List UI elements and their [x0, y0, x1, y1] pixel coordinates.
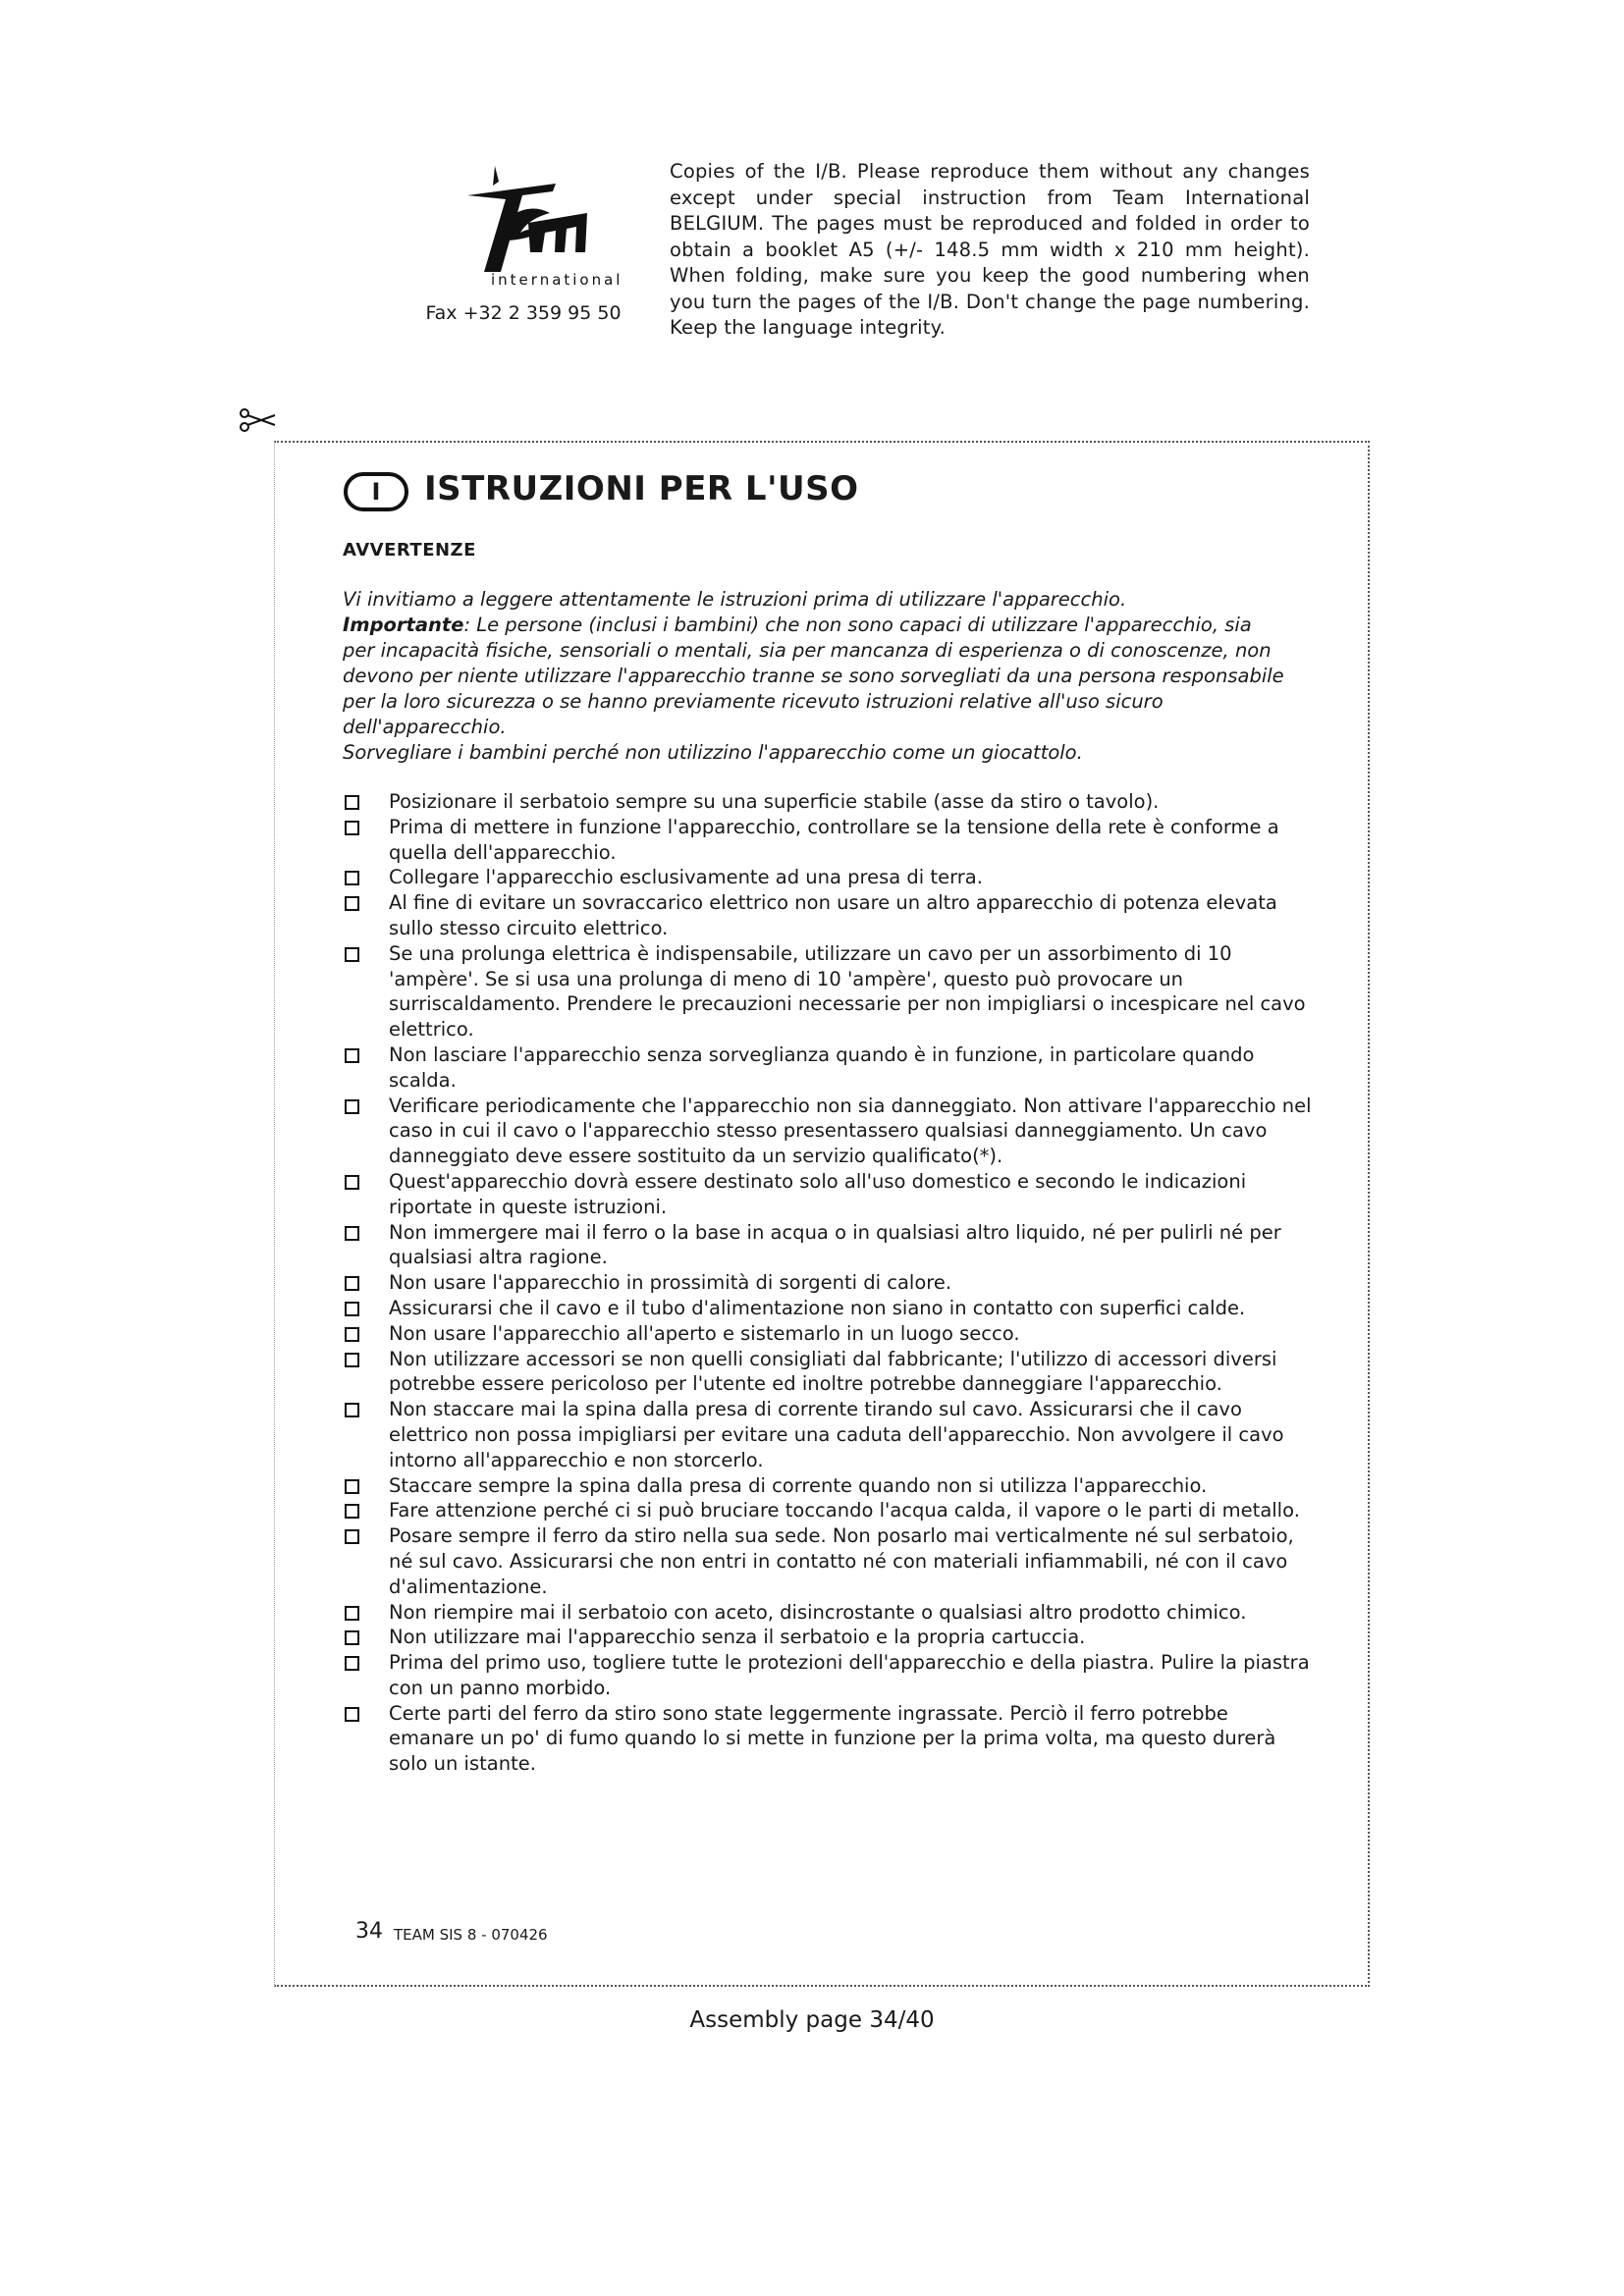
checkbox-icon: [345, 1048, 359, 1063]
checkbox-icon: [345, 1656, 359, 1671]
page-title: ISTRUZIONI PER L'USO: [424, 469, 859, 508]
checkbox-icon: [345, 1226, 359, 1241]
checkbox-icon: [345, 871, 359, 885]
list-item: Non riempire mai il serbatoio con aceto, disincrostante o qualsiasi altro prodotto chimico.: [343, 1600, 1315, 1626]
important-label: Importante: [343, 614, 464, 636]
checkbox-icon: [345, 821, 359, 835]
language-badge: I: [344, 472, 408, 511]
assembly-page-label: Assembly page 34/40: [689, 2007, 935, 2033]
fax-number: Fax +32 2 359 95 50: [425, 302, 622, 324]
warning-intro: Vi invitiamo a leggere attentamente le istruzioni prima di utilizzare l'apparecchio.: [343, 588, 1127, 611]
checkbox-icon: [345, 1276, 359, 1291]
list-item: Non immergere mai il ferro o la base in acqua o in qualsiasi altro liquido, né per pulirli né per qualsiasi altra ragione.: [343, 1220, 1315, 1271]
list-item: Prima di mettere in funzione l'apparecchio, controllare se la tensione della rete è conforme a quella dell'apparecchio.: [343, 815, 1315, 866]
warning-important: [343, 613, 1285, 740]
checkbox-icon: [345, 1630, 359, 1645]
list-item: Non lasciare l'apparecchio senza sorveglianza quando è in funzione, in particolare quando scalda.: [343, 1042, 1315, 1094]
list-item: Fare attenzione perché ci si può bruciare toccando l'acqua calda, il vapore o le parti di metallo.: [343, 1498, 1315, 1523]
logo-text: team: [440, 162, 443, 163]
list-item: Se una prolunga elettrica è indispensabile, utilizzare un cavo per un assorbimento di 10 'ampère'. Se si usa una prolunga di meno di 10 'ampère', questo può provocare un surriscaldamento. Prendere le precauzioni necessarie per non impigliarsi o incespicare nel cavo elettrico.: [343, 941, 1315, 1042]
important-text: : Le persone (inclusi i bambini) che non sono capaci di utilizzare l'apparecchio, sia per incapacità fisiche, sensoriali o mentali, sia per mancanza di esperienza o di conoscenze, non devono per niente utilizzare l'apparecchio tranne se sono sorvegliati da una persona responsabile per la loro sicurezza o se hanno previamente ricevuto istruzioni relative all'uso sicuro dell'apparecchio.: [343, 614, 1284, 738]
checkbox-icon: [345, 1504, 359, 1519]
checkbox-icon: [345, 1606, 359, 1621]
scissors-icon: [238, 405, 277, 435]
list-item: Non usare l'apparecchio all'aperto e sistemarlo in un luogo secco.: [343, 1321, 1315, 1347]
list-item: Al fine di evitare un sovraccarico elettrico non usare un altro apparecchio di potenza elevata sullo stesso circuito elettrico.: [343, 890, 1315, 941]
list-item: Non utilizzare mai l'apparecchio senza il serbatoio e la propria cartuccia.: [343, 1625, 1315, 1650]
list-item: Non utilizzare accessori se non quelli consigliati dal fabbricante; l'utilizzo di accessori diversi potrebbe essere pericoloso per l'utente ed inoltre potrebbe danneggiare l'apparecchio.: [343, 1347, 1315, 1398]
logo-wordmark: [467, 166, 587, 272]
checkbox-icon: [345, 1327, 359, 1342]
checkbox-icon: [345, 896, 359, 911]
document-code: TEAM SIS 8 - 070426: [394, 1926, 548, 1944]
warning-children: Sorvegliare i bambini perché non utilizzino l'apparecchio come un giocattolo.: [343, 741, 1083, 764]
safety-list: [343, 789, 1315, 1777]
list-item: Certe parti del ferro da stiro sono state leggermente ingrassate. Perciò il ferro potrebbe emanare un po' di fumo quando lo si mette in funzione per la prima volta, ma questo durerà solo un istante.: [343, 1701, 1315, 1777]
checkbox-icon: [345, 947, 359, 962]
print-instructions: Copies of the I/B. Please reproduce them without any changes except under special instruction from Team International BELGIUM. The pages must be reproduced and folded in order to obtain a booklet A5 (+/- 148.5 mm width x 210 mm height). When folding, make sure you keep the good numbering when you turn the pages of the I/B. Don't change the page numbering. Keep the language integrity.: [670, 160, 1310, 339]
list-item: Non usare l'apparecchio in prossimità di sorgenti di calore.: [343, 1270, 1315, 1296]
checkbox-icon: [345, 1707, 359, 1722]
checkbox-icon: [345, 1175, 359, 1190]
list-item: Posizionare il serbatoio sempre su una superficie stabile (asse da stiro o tavolo).: [343, 789, 1315, 815]
warnings-block: [343, 587, 1285, 766]
list-item: Prima del primo uso, togliere tutte le protezioni dell'apparecchio e della piastra. Pulire la piastra con un panno morbido.: [343, 1650, 1315, 1701]
page-number: 34: [355, 1919, 383, 1944]
team-logo: [440, 162, 623, 290]
checkbox-icon: [345, 1353, 359, 1367]
list-item: Assicurarsi che il cavo e il tubo d'alimentazione non siano in contatto con superfici calde.: [343, 1296, 1315, 1321]
checkbox-icon: [345, 1479, 359, 1494]
list-item: Collegare l'apparecchio esclusivamente ad una presa di terra.: [343, 865, 1315, 890]
checkbox-icon: [345, 1529, 359, 1544]
section-subtitle: AVVERTENZE: [343, 540, 476, 561]
checkbox-icon: [345, 1403, 359, 1417]
logo-subtext: international: [491, 271, 623, 289]
checkbox-icon: [345, 795, 359, 810]
list-item: Posare sempre il ferro da stiro nella sua sede. Non posarlo mai verticalmente né sul serbatoio, né sul cavo. Assicurarsi che non entri in contatto né con materiali infiammabili, né con il cavo d'alimentazione.: [343, 1523, 1315, 1599]
list-item: Verificare periodicamente che l'apparecchio non sia danneggiato. Non attivare l'apparecchio nel caso in cui il cavo o l'apparecchio stesso presentassero qualsiasi danneggiamento. Un cavo danneggiato deve essere sostituito da un servizio qualificato(*).: [343, 1094, 1315, 1169]
checkbox-icon: [345, 1302, 359, 1316]
list-item: Staccare sempre la spina dalla presa di corrente quando non si utilizza l'apparecchio.: [343, 1473, 1315, 1499]
list-item: Quest'apparecchio dovrà essere destinato solo all'uso domestico e secondo le indicazioni riportate in queste istruzioni.: [343, 1169, 1315, 1220]
checkbox-icon: [345, 1099, 359, 1114]
list-item: Non staccare mai la spina dalla presa di corrente tirando sul cavo. Assicurarsi che il cavo elettrico non possa impigliarsi per evitare una caduta dell'apparecchio. Non avvolgere il cavo intorno all'apparecchio e non storcerlo.: [343, 1397, 1315, 1472]
